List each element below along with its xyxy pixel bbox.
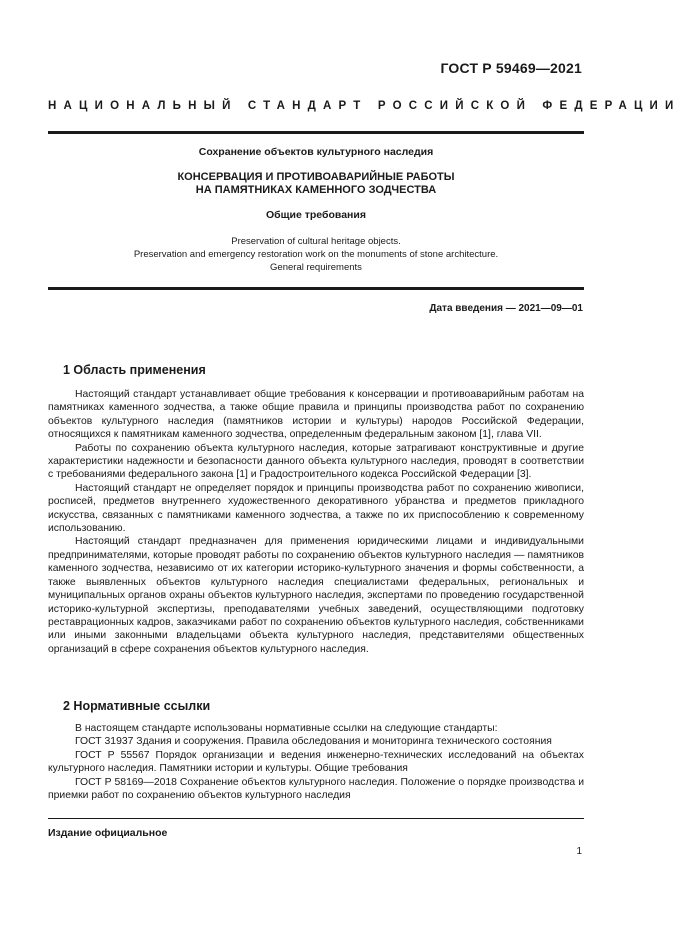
- page-number: 1: [576, 846, 582, 857]
- official-edition-label: Издание официальное: [48, 827, 168, 839]
- document-title: [48, 171, 584, 197]
- section-2-body: [48, 722, 584, 802]
- section-2-paragraph: В настоящем стандарте использованы нормативные ссылки на следующие стандарты:: [75, 723, 498, 734]
- section-1-paragraph: Настоящий стандарт устанавливает общие требования к консервации и противоаварийным работам на памятниках каменного зодчества, а также общие правила и принципы производства работ по сохранению объектов культурного наследия (памятников истории и культуры) народов Российской Федерации, относящихся к памятникам каменного зодчества, определенным федеральным законом [1], глава VII.: [48, 389, 584, 441]
- section-1-paragraph: Настоящий стандарт не определяет порядок и принципы производства работ по сохранению живописи, росписей, предметов внутреннего художественного декоративного убранства и предметов прикладного искусства, связанных с памятниками каменного зодчества, а также по их приспособлению к современному использованию.: [48, 482, 584, 535]
- middle-rule: [48, 287, 584, 290]
- document-requirements-title: Общие требования: [266, 209, 366, 221]
- title-line-1: КОНСЕРВАЦИЯ И ПРОТИВОАВАРИЙНЫЕ РАБОТЫ: [177, 171, 455, 183]
- english-title-line-1: Preservation of cultural heritage objects.: [231, 236, 401, 247]
- normative-reference: ГОСТ Р 55567 Порядок организации и ведения инженерно-технических исследований на объектах культурного наследия. Памятники истории и культуры. Общие требования: [48, 749, 584, 775]
- top-rule: [48, 131, 584, 134]
- national-standard-banner: НАЦИОНАЛЬНЫЙ СТАНДАРТ РОССИЙСКОЙ ФЕДЕРАЦИИ: [48, 100, 680, 112]
- section-1-body: [48, 388, 584, 656]
- english-title: [48, 235, 584, 274]
- introduction-date: Дата введения — 2021—09—01: [429, 303, 583, 314]
- english-title-line-2: Preservation and emergency restoration work on the monuments of stone architecture.: [133, 249, 499, 260]
- english-title-line-3: General requirements: [270, 262, 362, 273]
- bottom-rule: [48, 818, 584, 819]
- section-2-heading: 2 Нормативные ссылки: [63, 699, 211, 713]
- document-subtitle: Сохранение объектов культурного наследия: [198, 146, 434, 158]
- normative-reference: ГОСТ 31937 Здания и сооружения. Правила обследования и мониторинга технического состояния: [75, 736, 552, 748]
- section-1-paragraph: Работы по сохранению объекта культурного наследия, которые затрагивают конструктивные и другие характеристики надежности и безопасности данного объекта культурного наследия, проводят в соответствии с требованиями федерального закона [1] и Градостроительного кодекса Российской Федерации [3].: [48, 442, 584, 481]
- standard-code: ГОСТ Р 59469—2021: [440, 60, 582, 76]
- section-1-paragraph: Настоящий стандарт предназначен для применения юридическими лицами и индивидуальными предпринимателями, которые проводят работы по сохранению объектов культурного наследия — памятников каменного зодчества, независимо от их категории историко-культурного значения и формы собственности, а также выявленных объектов культурного наследия специалистами федеральных, региональных и муниципальных органов охраны объектов культурного наследия, экспертами по проведению государственной историко-культурной экспертизы, преподавателями учебных заведений, осуществляющими подготовку реставрационных кадров, заказчиками работ по сохранению объектов культурного наследия, собственниками или иными законными владельцами объекта культурного наследия, представителями общественных организаций в сфере сохранения объектов культурного наследия.: [48, 536, 584, 655]
- section-1-heading: 1 Область применения: [63, 363, 206, 377]
- normative-reference: ГОСТ Р 58169—2018 Сохранение объектов культурного наследия. Положение о порядке производства и приемки работ по сохранению объектов культурного наследия: [48, 776, 584, 802]
- title-line-2: НА ПАМЯТНИКАХ КАМЕННОГО ЗОДЧЕСТВА: [195, 184, 437, 196]
